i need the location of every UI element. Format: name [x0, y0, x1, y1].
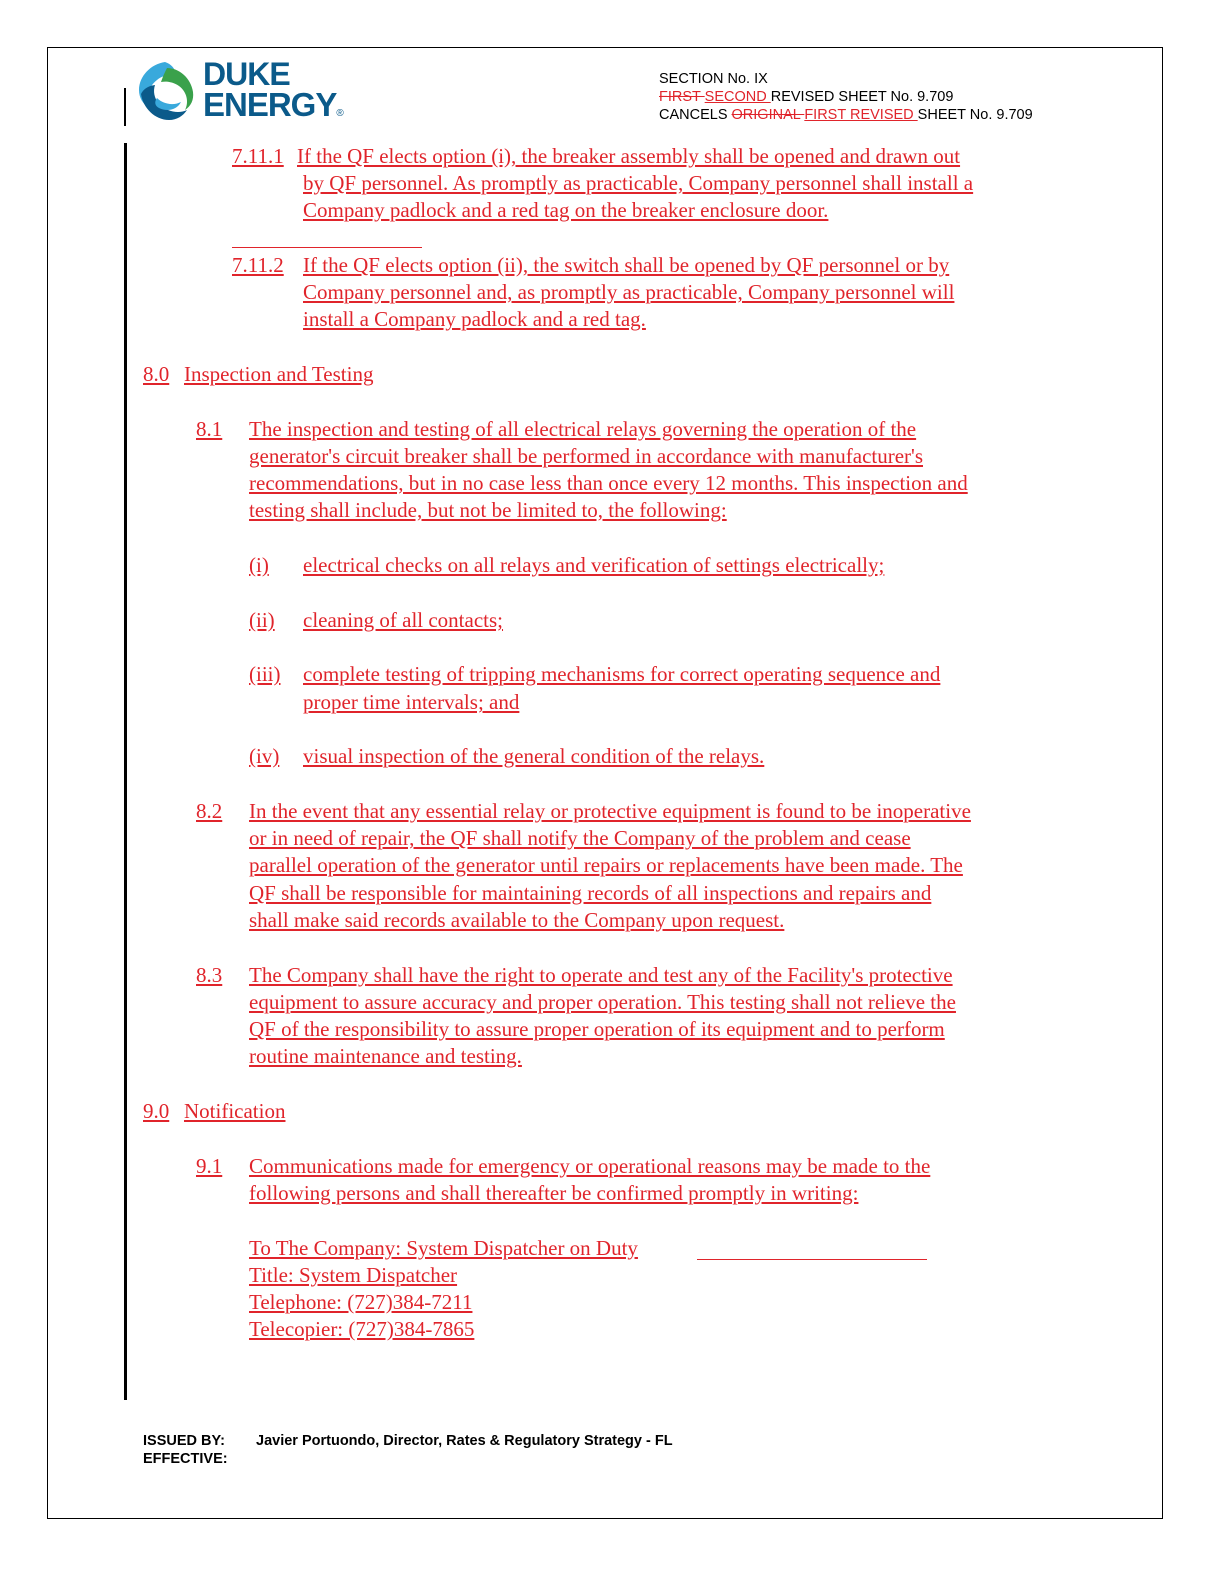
- sheet-number: [659, 89, 953, 105]
- clause-7-11-1-line: If the QF elects option (i), the breaker assembly shall be opened and drawn out: [297, 144, 961, 168]
- effective-label: EFFECTIVE:: [143, 1451, 228, 1467]
- clause-8-3-line: equipment to assure accuracy and proper operation. This testing shall not relieve the: [249, 990, 956, 1014]
- clause-8-2-line: shall make said records available to the Company upon request.: [249, 908, 785, 932]
- clause-8-2-line: In the event that any essential relay or protective equipment is found to be inoperative: [249, 799, 971, 823]
- clause-8-2-line: QF shall be responsible for maintaining records of all inspections and repairs and: [249, 881, 932, 905]
- clause-8-3-line: QF of the responsibility to assure proper operation of its equipment and to perform: [249, 1017, 945, 1041]
- clause-7-11-1-number: 7.11.1: [232, 144, 284, 168]
- section-9-heading-number: 9.0: [143, 1099, 170, 1123]
- list-item-number: (iii): [249, 662, 281, 686]
- logo-wordmark-energy: [203, 86, 344, 124]
- logo-wordmark-energy-text: ENERGY: [203, 86, 337, 123]
- section-number: SECTION No. IX: [659, 71, 768, 87]
- clause-8-1-line: The inspection and testing of all electrical relays governing the operation of the: [249, 417, 917, 441]
- clause-7-11-2-line: If the QF elects option (ii), the switch shall be opened by QF personnel or by: [303, 253, 950, 277]
- clause-7-11-1-line: by QF personnel. As promptly as practicable, Company personnel shall install a: [303, 171, 974, 195]
- issued-by-label: ISSUED BY:: [143, 1433, 225, 1449]
- clause-8-2-line: or in need of repair, the QF shall notify the Company of the problem and cease: [249, 826, 911, 850]
- clause-8-1-number: 8.1: [196, 417, 223, 441]
- issued-by-value: Javier Portuondo, Director, Rates & Regulatory Strategy - FL: [256, 1433, 673, 1449]
- duke-energy-logo: [133, 56, 353, 130]
- clause-9-1-number: 9.1: [196, 1154, 223, 1178]
- contact-to: To The Company: System Dispatcher on Duty: [249, 1236, 638, 1260]
- logo-wordmark-duke: DUKE: [203, 56, 290, 92]
- clause-8-1-line: recommendations, but in no case less than once every 12 months. This inspection and: [249, 471, 968, 495]
- clause-7-11-2-number: 7.11.2: [232, 253, 284, 277]
- registered-mark: ®: [336, 108, 344, 119]
- clause-7-11-1-line: Company padlock and a red tag on the breaker enclosure door.: [303, 198, 829, 222]
- header-revision-bar: [124, 88, 126, 126]
- clause-8-1-line: generator's circuit breaker shall be performed in accordance with manufacturer's: [249, 444, 923, 468]
- clause-9-1-line: Communications made for emergency or operational reasons may be made to the: [249, 1154, 931, 1178]
- clause-7-11-2-line: install a Company padlock and a red tag.: [303, 307, 646, 331]
- cancels-sheet: [659, 107, 1033, 123]
- clause-9-1-line: following persons and shall thereafter be confirmed promptly in writing:: [249, 1181, 859, 1205]
- cancels-rest-text: SHEET No. 9.709: [917, 107, 1033, 123]
- clause-8-3-line: routine maintenance and testing.: [249, 1044, 522, 1068]
- section-8-heading-number: 8.0: [143, 362, 170, 386]
- list-item-number: (iv): [249, 744, 280, 768]
- clause-8-3-number: 8.3: [196, 963, 223, 987]
- list-item-text: proper time intervals; and: [303, 690, 520, 714]
- contact-telecopier: Telecopier: (727)384-7865: [249, 1317, 475, 1341]
- duke-energy-logo-icon: [133, 58, 199, 128]
- section-9-heading-title: Notification: [184, 1099, 286, 1123]
- list-item-text: complete testing of tripping mechanisms for correct operating sequence and: [303, 662, 941, 686]
- contact-title: Title: System Dispatcher: [249, 1263, 458, 1287]
- clause-8-1-line: testing shall include, but not be limited to, the following:: [249, 498, 727, 522]
- list-item-text: visual inspection of the general condition of the relays.: [303, 744, 765, 768]
- list-item-number: (ii): [249, 608, 275, 632]
- cancels-prefix: CANCELS: [659, 107, 732, 123]
- revision-bar: [124, 143, 127, 1400]
- contact-telephone: Telephone: (727)384-7211: [249, 1290, 473, 1314]
- clause-8-3-line: The Company shall have the right to operate and test any of the Facility's protective: [249, 963, 953, 987]
- list-item-text: electrical checks on all relays and verification of settings electrically;: [303, 553, 885, 577]
- cancels-deleted-text: ORIGINAL: [731, 107, 805, 123]
- cancels-inserted-text: FIRST REVISED: [804, 107, 918, 123]
- clause-8-2-line: parallel operation of the generator until repairs or replacements have been made. The: [249, 853, 963, 877]
- clause-8-2-number: 8.2: [196, 799, 223, 823]
- sheet-rest-text: REVISED SHEET No. 9.709: [770, 89, 954, 105]
- section-8-heading-title: Inspection and Testing: [184, 362, 374, 386]
- sheet-deleted-text: FIRST: [659, 89, 705, 105]
- list-item-text: cleaning of all contacts;: [303, 608, 504, 632]
- blank-underline: [232, 247, 422, 248]
- sheet-inserted-text: SECOND: [704, 89, 771, 105]
- list-item-number: (i): [249, 553, 269, 577]
- clause-7-11-2-line: Company personnel and, as promptly as practicable, Company personnel will: [303, 280, 955, 304]
- contact-to-underline: [697, 1259, 927, 1260]
